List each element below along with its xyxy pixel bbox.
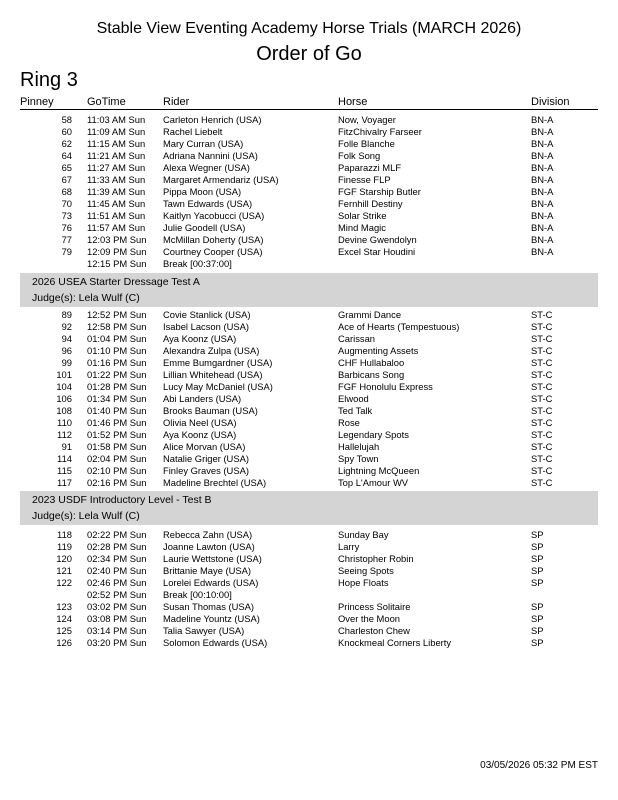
table-row [0,246,618,258]
table-row [0,601,618,613]
column-header-gotime: GoTime [87,96,126,108]
rider-cell: Tawn Edwards (USA) [163,198,253,209]
horse-cell: Knockmeal Corners Liberty [338,637,452,648]
table-row [0,222,618,234]
gotime-cell: 11:51 AM Sun [87,210,146,221]
rider-cell: Aya Koonz (USA) [163,429,237,440]
pinney-cell: 67 [61,174,72,185]
pinney-cell: 70 [61,198,72,209]
pinney-cell: 73 [61,210,72,221]
division-cell: SP [531,613,544,624]
gotime-cell: 01:22 PM Sun [87,369,147,380]
division-cell: ST-C [531,369,553,380]
gotime-cell: 12:58 PM Sun [87,321,147,332]
rider-cell: Kaitlyn Yacobucci (USA) [163,210,265,221]
pinney-cell: 89 [61,309,72,320]
pinney-cell: 125 [56,625,72,636]
pinney-cell: 121 [56,565,72,576]
horse-cell: FGF Starship Butler [338,186,421,197]
break-row [0,258,618,270]
division-cell: ST-C [531,309,553,320]
division-cell: SP [531,529,544,540]
division-cell: BN-A [531,186,554,197]
gotime-cell: 01:10 PM Sun [87,345,147,356]
pinney-cell: 79 [61,246,72,257]
gotime-cell: 11:09 AM Sun [87,126,146,137]
table-row [0,637,618,649]
table-row [0,174,618,186]
division-cell: ST-C [531,417,553,428]
rider-cell: Lillian Whitehead (USA) [163,369,263,380]
table-row [0,465,618,477]
gotime-cell: 03:08 PM Sun [87,613,147,624]
table-row [0,393,618,405]
horse-cell: Finesse FLP [338,174,391,185]
pinney-cell: 60 [61,126,72,137]
horse-cell: Ted Talk [338,405,373,416]
pinney-cell: 65 [61,162,72,173]
rider-cell: Emme Bumgardner (USA) [163,357,273,368]
rider-cell: Rebecca Zahn (USA) [163,529,253,540]
horse-cell: CHF Hullabaloo [338,357,405,368]
table-row [0,369,618,381]
pinney-cell: 120 [56,553,72,564]
pinney-cell: 58 [61,114,72,125]
header-divider [20,109,598,110]
horse-cell: Devine Gwendolyn [338,234,417,245]
table-row [0,333,618,345]
table-row [0,625,618,637]
ring-heading: Ring 3 [20,69,78,91]
horse-cell: Rose [338,417,360,428]
section-header [20,491,598,525]
horse-cell: Grammi Dance [338,309,402,320]
gotime-cell: 12:52 PM Sun [87,309,147,320]
rider-cell: Carleton Henrich (USA) [163,114,262,125]
division-cell: BN-A [531,114,554,125]
horse-cell: Princess Solitaire [338,601,411,612]
horse-cell: Lightning McQueen [338,465,420,476]
rider-cell: Brooks Bauman (USA) [163,405,258,416]
pinney-cell: 119 [57,541,72,552]
rider-cell: Mary Curran (USA) [163,138,244,149]
horse-cell: Christopher Robin [338,553,414,564]
rider-cell: Madeline Yountz (USA) [163,613,260,624]
pinney-cell: 126 [56,637,72,648]
table-row [0,417,618,429]
gotime-cell: 01:04 PM Sun [87,333,147,344]
horse-cell: Folk Song [338,150,381,161]
gotime-cell: 02:46 PM Sun [87,577,147,588]
horse-cell: Now, Voyager [338,114,396,125]
division-cell: SP [531,565,544,576]
division-cell: BN-A [531,150,554,161]
gotime-cell: 12:09 PM Sun [87,246,147,257]
gotime-cell: 03:14 PM Sun [87,625,147,636]
table-row [0,345,618,357]
rider-cell: Alexandra Zulpa (USA) [163,345,260,356]
horse-cell: Sunday Bay [338,529,389,540]
table-row [0,405,618,417]
table-row [0,186,618,198]
table-row [0,138,618,150]
gotime-cell: 02:28 PM Sun [87,541,147,552]
gotime-cell: 11:57 AM Sun [87,222,146,233]
rider-cell: Susan Thomas (USA) [163,601,255,612]
gotime-cell: 02:34 PM Sun [87,553,147,564]
horse-cell: Elwood [338,393,369,404]
gotime-cell: 11:33 AM Sun [87,174,146,185]
pinney-cell: 101 [56,369,72,380]
horse-cell: Excel Star Houdini [338,246,416,257]
division-cell: SP [531,553,544,564]
pinney-cell: 124 [56,613,72,624]
rider-cell: Lorelei Edwards (USA) [163,577,259,588]
division-cell: ST-C [531,477,553,488]
gotime-cell: 01:28 PM Sun [87,381,147,392]
rider-cell: Natalie Griger (USA) [163,453,249,464]
division-cell: ST-C [531,357,553,368]
pinney-cell: 108 [56,405,72,416]
horse-cell: FGF Honolulu Express [338,381,433,392]
table-row [0,321,618,333]
division-cell: SP [531,625,544,636]
horse-cell: Solar Strike [338,210,387,221]
gotime-cell: 11:03 AM Sun [87,114,146,125]
column-header-pinney: Pinney [20,96,54,108]
rider-cell: Abi Landers (USA) [163,393,242,404]
rider-cell: Alexa Wegner (USA) [163,162,250,173]
column-header-horse: Horse [338,96,368,108]
rider-cell: Rachel Liebelt [163,126,223,137]
gotime-cell: 11:39 AM Sun [87,186,146,197]
division-cell: BN-A [531,162,554,173]
horse-cell: Paparazzi MLF [338,162,402,173]
pinney-cell: 62 [61,138,72,149]
pinney-cell: 92 [61,321,72,332]
division-cell: ST-C [531,381,553,392]
table-row [0,477,618,489]
pinney-cell: 77 [61,234,72,245]
rider-cell: Courtney Cooper (USA) [163,246,263,257]
rider-cell: McMillan Doherty (USA) [163,234,264,245]
table-row [0,441,618,453]
table-row [0,126,618,138]
division-cell: ST-C [531,429,553,440]
division-cell: SP [531,577,544,588]
table-row [0,541,618,553]
gotime-cell: 02:04 PM Sun [87,453,147,464]
rider-cell: Isabel Lacson (USA) [163,321,249,332]
gotime-cell: 11:21 AM Sun [87,150,146,161]
gotime-cell: 11:15 AM Sun [87,138,146,149]
division-cell: BN-A [531,138,554,149]
judge-label: Judge(s): Lela Wulf (C) [32,510,140,522]
gotime-cell: 03:20 PM Sun [87,637,147,648]
horse-cell: Hope Floats [338,577,389,588]
pinney-cell: 117 [57,477,72,488]
rider-cell: Solomon Edwards (USA) [163,637,268,648]
horse-cell: Charleston Chew [338,625,410,636]
table-row [0,162,618,174]
pinney-cell: 104 [56,381,72,392]
division-cell: BN-A [531,222,554,233]
rider-cell: Alice Morvan (USA) [163,441,246,452]
pinney-cell: 91 [61,441,72,452]
gotime-cell: 02:22 PM Sun [87,529,147,540]
pinney-cell: 96 [61,345,72,356]
gotime-cell: 02:52 PM Sun [87,589,147,600]
division-cell: BN-A [531,210,554,221]
rider-cell: Margaret Armendariz (USA) [163,174,279,185]
division-cell: ST-C [531,441,553,452]
gotime-cell: 01:52 PM Sun [87,429,147,440]
column-header-division: Division [531,96,570,108]
division-cell: ST-C [531,393,553,404]
gotime-cell: 02:40 PM Sun [87,565,147,576]
break-row [0,589,618,601]
column-header-rider: Rider [163,96,190,108]
division-cell: SP [531,601,544,612]
test-name: 2026 USEA Starter Dressage Test A [32,276,200,288]
gotime-cell: 12:15 PM Sun [87,258,147,269]
table-row [0,198,618,210]
division-cell: ST-C [531,333,553,344]
test-name: 2023 USDF Introductory Level - Test B [32,494,212,506]
division-cell: ST-C [531,465,553,476]
horse-cell: Carissan [338,333,375,344]
rider-cell: Aya Koonz (USA) [163,333,237,344]
division-cell: ST-C [531,405,553,416]
horse-cell: Legendary Spots [338,429,409,440]
rider-cell: Joanne Lawton (USA) [163,541,255,552]
table-row [0,577,618,589]
table-row [0,453,618,465]
horse-cell: Seeing Spots [338,565,394,576]
division-cell: SP [531,541,544,552]
horse-cell: Larry [338,541,360,552]
document-title: Stable View Eventing Academy Horse Trials (MARCH 2026) [96,20,522,37]
gotime-cell: 02:16 PM Sun [87,477,147,488]
table-row [0,234,618,246]
rider-cell: Pippa Moon (USA) [163,186,242,197]
rider-cell: Break [00:37:00] [163,258,232,269]
horse-cell: Barbicans Song [338,369,405,380]
gotime-cell: 01:16 PM Sun [87,357,147,368]
pinney-cell: 112 [57,429,72,440]
division-cell: SP [531,637,544,648]
rider-cell: Laurie Wettstone (USA) [163,553,262,564]
table-row [0,150,618,162]
horse-cell: Top L'Amour WV [338,477,409,488]
pinney-cell: 68 [61,186,72,197]
table-row [0,357,618,369]
judge-label: Judge(s): Lela Wulf (C) [32,292,140,304]
rider-cell: Lucy May McDaniel (USA) [163,381,273,392]
horse-cell: Augmenting Assets [338,345,419,356]
rider-cell: Madeline Brechtel (USA) [163,477,267,488]
section-header [20,273,598,307]
division-cell: BN-A [531,126,554,137]
gotime-cell: 11:45 AM Sun [87,198,146,209]
rider-cell: Brittanie Maye (USA) [163,565,252,576]
print-timestamp: 03/05/2026 05:32 PM EST [480,760,598,771]
division-cell: ST-C [531,453,553,464]
horse-cell: Ace of Hearts (Tempestuous) [338,321,460,332]
table-row [0,529,618,541]
rider-cell: Covie Stanlick (USA) [163,309,251,320]
division-cell: BN-A [531,234,554,245]
table-row [0,429,618,441]
horse-cell: Hallelujah [338,441,380,452]
table-row [0,381,618,393]
gotime-cell: 12:03 PM Sun [87,234,147,245]
pinney-cell: 94 [61,333,72,344]
rider-cell: Adriana Nannini (USA) [163,150,258,161]
gotime-cell: 01:58 PM Sun [87,441,147,452]
table-row [0,553,618,565]
pinney-cell: 106 [56,393,72,404]
gotime-cell: 02:10 PM Sun [87,465,147,476]
pinney-cell: 123 [56,601,72,612]
rider-cell: Finley Graves (USA) [163,465,249,476]
division-cell: ST-C [531,321,553,332]
rider-cell: Olivia Neel (USA) [163,417,237,428]
horse-cell: Over the Moon [338,613,401,624]
pinney-cell: 110 [57,417,72,428]
pinney-cell: 99 [61,357,72,368]
rider-cell: Julie Goodell (USA) [163,222,246,233]
gotime-cell: 01:46 PM Sun [87,417,147,428]
table-row [0,210,618,222]
horse-cell: Spy Town [338,453,379,464]
pinney-cell: 122 [56,577,72,588]
division-cell: BN-A [531,246,554,257]
gotime-cell: 01:40 PM Sun [87,405,147,416]
rider-cell: Break [00:10:00] [163,589,232,600]
rider-cell: Talia Sawyer (USA) [163,625,245,636]
division-cell: BN-A [531,174,554,185]
table-row [0,114,618,126]
gotime-cell: 03:02 PM Sun [87,601,147,612]
horse-cell: Folle Blanche [338,138,395,149]
horse-cell: FitzChivalry Farseer [338,126,422,137]
division-cell: ST-C [531,345,553,356]
division-cell: BN-A [531,198,554,209]
pinney-cell: 76 [61,222,72,233]
gotime-cell: 11:27 AM Sun [87,162,146,173]
pinney-cell: 115 [57,465,72,476]
gotime-cell: 01:34 PM Sun [87,393,147,404]
horse-cell: Fernhill Destiny [338,198,403,209]
table-row [0,309,618,321]
document-subtitle: Order of Go [256,43,362,65]
table-row [0,613,618,625]
table-row [0,565,618,577]
pinney-cell: 64 [61,150,72,161]
pinney-cell: 114 [57,453,72,464]
pinney-cell: 118 [57,529,72,540]
horse-cell: Mind Magic [338,222,386,233]
